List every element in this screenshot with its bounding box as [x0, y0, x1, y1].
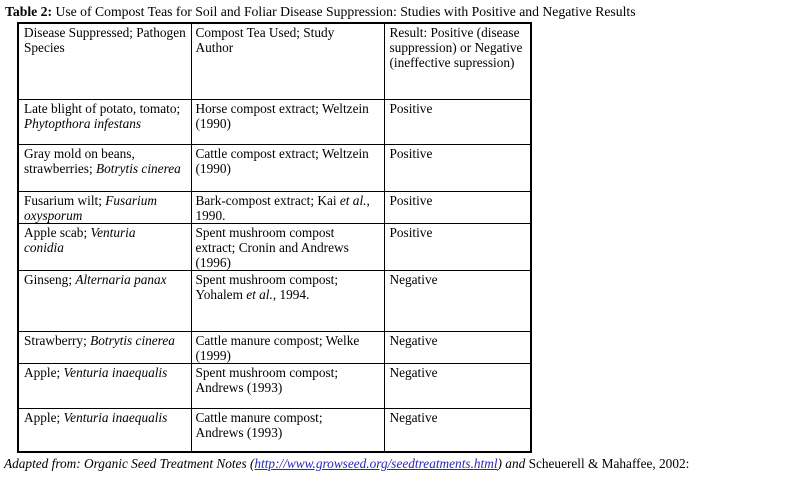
cell-disease-pathogen: Strawberry; Botrytis cinerea	[18, 331, 191, 363]
table-row	[18, 144, 531, 191]
table-caption-text: Use of Compost Teas for Soil and Foliar Disease Suppression: Studies with Positive and Negative Results	[52, 4, 636, 19]
table-row	[18, 363, 531, 408]
table-caption-label: Table 2:	[5, 4, 53, 19]
cell-result: Positive	[384, 223, 531, 270]
table-row	[18, 270, 531, 331]
table-header-row	[18, 23, 531, 99]
source-link[interactable]: http://www.growseed.org/seedtreatments.html	[254, 456, 498, 471]
cell-disease-pathogen: Apple; Venturia inaequalis	[18, 408, 191, 452]
source-note-prefix: Adapted from: Organic Seed Treatment Notes (	[4, 456, 255, 471]
cell-compost-tea: Spent mushroom compost extract; Cronin and Andrews (1996)	[191, 223, 384, 270]
cell-compost-tea: Cattle manure compost; Welke (1999)	[191, 331, 384, 363]
cell-disease-pathogen: Ginseng; Alternaria panax	[18, 270, 191, 331]
cell-compost-tea: Spent mushroom compost; Andrews (1993)	[191, 363, 384, 408]
source-note-suffix: Scheuerell & Mahaffee, 2002:	[528, 456, 690, 471]
cell-compost-tea: Cattle compost extract; Weltzein (1990)	[191, 144, 384, 191]
source-note	[4, 456, 800, 472]
header-disease-pathogen: Disease Suppressed; Pathogen Species	[18, 23, 191, 99]
source-note-middle: ) and	[497, 456, 529, 471]
table-row	[18, 223, 531, 270]
cell-compost-tea: Horse compost extract; Weltzein (1990)	[191, 99, 384, 144]
cell-disease-pathogen: Gray mold on beans, strawberries; Botrytis cinerea	[18, 144, 191, 191]
cell-result: Negative	[384, 331, 531, 363]
cell-compost-tea: Spent mushroom compost; Yohalem et al., 1994.	[191, 270, 384, 331]
document-page	[0, 4, 800, 472]
cell-compost-tea: Bark-compost extract; Kai et al., 1990.	[191, 191, 384, 223]
table-row	[18, 331, 531, 363]
table-row	[18, 408, 531, 452]
compost-tea-table	[17, 22, 532, 453]
cell-compost-tea: Cattle manure compost; Andrews (1993)	[191, 408, 384, 452]
header-compost-tea-study: Compost Tea Used; Study Author	[191, 23, 384, 99]
cell-disease-pathogen: Apple scab; Venturia conidia	[18, 223, 191, 270]
table-row	[18, 191, 531, 223]
header-result: Result: Positive (disease suppression) or Negative (ineffective supression)	[384, 23, 531, 99]
cell-result: Negative	[384, 363, 531, 408]
cell-disease-pathogen: Late blight of potato, tomato; Phytopthora infestans	[18, 99, 191, 144]
cell-result: Positive	[384, 144, 531, 191]
cell-result: Positive	[384, 99, 531, 144]
cell-result: Negative	[384, 270, 531, 331]
cell-result: Negative	[384, 408, 531, 452]
table-row	[18, 99, 531, 144]
cell-disease-pathogen: Apple; Venturia inaequalis	[18, 363, 191, 408]
table-caption	[5, 4, 800, 20]
cell-result: Positive	[384, 191, 531, 223]
cell-disease-pathogen: Fusarium wilt; Fusarium oxysporum	[18, 191, 191, 223]
